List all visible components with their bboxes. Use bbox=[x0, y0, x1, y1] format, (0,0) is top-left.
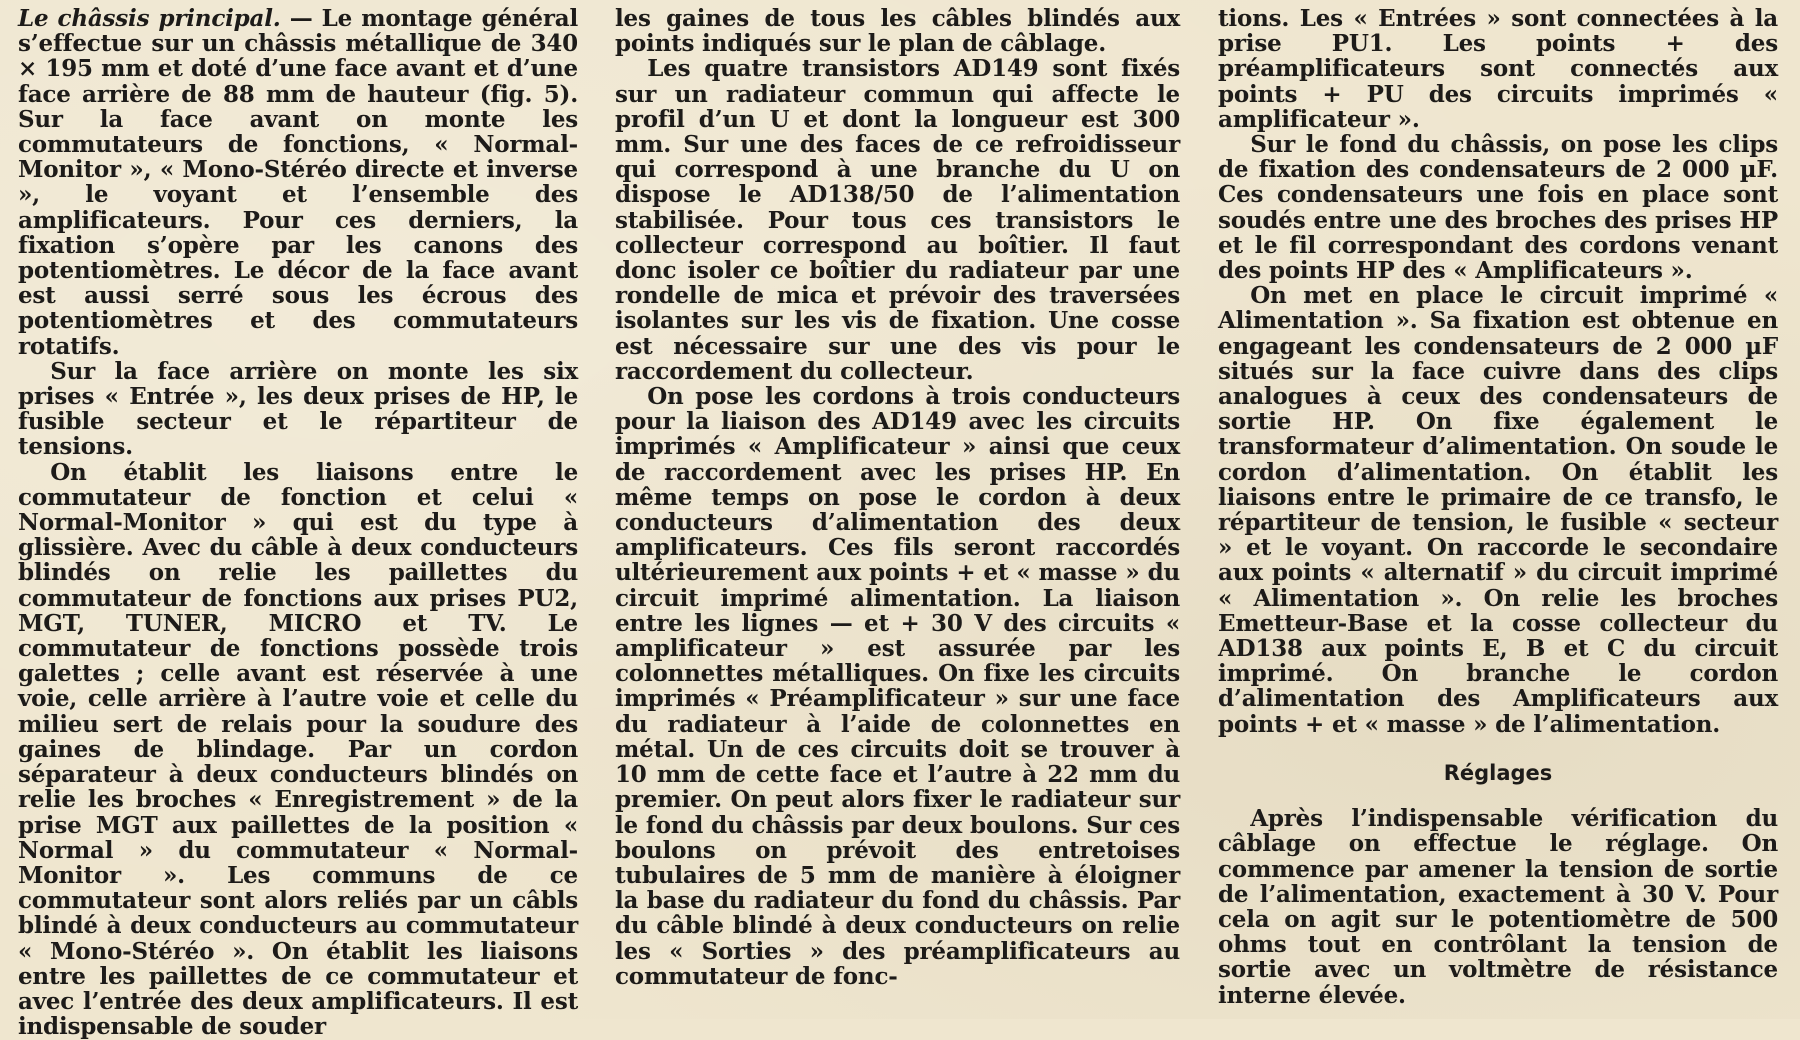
paragraph: Les quatre transistors AD149 sont fixés sur un radiateur commun qui affecte le profil d’un U et dont la longueur est 300 mm. Sur une des faces de ce refroidisseur qui correspond à une branche du U on dispose le AD138/50 de l’alimentation stabilisée. Pour tous ces transistors le collecteur correspond au boîtier. Il faut donc isoler ce boîtier du radiateur par une rondelle de mica et prévoir des traversées isolantes sur les vis de fixation. Une cosse est nécessaire sur une des vis pour le raccordement du collecteur. bbox=[615, 55, 1180, 385]
paragraph-text: — Le montage général s’effectue sur un châssis métallique de 340 × 195 mm et doté d’une face avant et d’une face arrière de 88 mm de hauteur (fig. 5). Sur la face avant on monte les commutateurs de fonctions, « Normal-Monitor », « Mono-Stéréo directe et inverse », le voyant et l’ensemble des amplificateurs. Pour ces derniers, la fixation s’opère par les canons des potentiomètres. Le décor de la face avant est aussi serré sous les écrous des potentiomètres et des commutateurs rotatifs. bbox=[18, 5, 578, 360]
paragraph: Sur le fond du châssis, on pose les clips de fixation des condensateurs de 2 000 µF. Ces condensateurs une fois en place sont soudés entre une des broches des prises HP et le fil correspondant des cordons venant des points HP des « Amplificateurs ». bbox=[1218, 131, 1778, 285]
section-lead: Le châssis principal. bbox=[18, 5, 281, 32]
paragraph bbox=[18, 6, 578, 359]
paragraph: Sur la face arrière on monte les six prises « Entrée », les deux prises de HP, le fusible secteur et le répartiteur de tensions. bbox=[18, 357, 578, 461]
section-heading: Réglages bbox=[1443, 760, 1553, 785]
paragraph: les gaines de tous les câbles blindés aux points indiqués sur le plan de câblage. bbox=[615, 5, 1180, 58]
paragraph: On pose les cordons à trois conducteurs pour la liaison des AD149 avec les circuits imprimés « Amplificateur » ainsi que ceux de raccordement avec les prises HP. En même temps on pose le cordon à deux conducteurs d’alimentation des deux amplificateurs. Ces fils seront raccordés ultérieurement aux points + et « masse » du circuit imprimé alimentation. La liaison entre les lignes — et + 30 V des circuits « amplificateur » est assurée par les colonnettes métalliques. On fixe les circuits imprimés « Préamplificateur » sur une face du radiateur à l’aide de colonnettes en métal. Un de ces circuits doit se trouver à 10 mm de cette face et l’autre à 22 mm du premier. On peut alors fixer le radiateur sur le fond du châssis par deux boulons. Sur ces boulons on prévoit des entretoises tubulaires de 5 mm de manière à éloigner la base du radiateur du fond du châssis. Par du câble blindé à deux conducteurs on relie les « Sorties » des préamplificateurs au commutateur de fonc- bbox=[615, 383, 1180, 990]
text-column-2 bbox=[615, 6, 1180, 989]
paragraph: Après l’indispensable vérification du câblage on effectue le réglage. On commence par amener la tension de sortie de l’alimentation, exactement à 30 V. Pour cela on agit sur le potentiomètre de 500 ohms tout en contrôlant la tension de sortie avec un voltmètre de résistance interne élevée. bbox=[1218, 805, 1778, 1009]
paragraph: tions. Les « Entrées » sont connectées à la prise PU1. Les points + des préamplificateurs sont connectés aux points + PU des circuits imprimés « amplificateur ». bbox=[1218, 5, 1778, 133]
text-column-1 bbox=[18, 6, 578, 1039]
paragraph: On établit les liaisons entre le commutateur de fonction et celui « Normal-Monitor » qui est du type à glissière. Avec du câble à deux conducteurs blindés on relie les paillettes du commutateur de fonctions aux prises PU2, MGT, TUNER, MICRO et TV. Le commutateur de fonctions possède trois galettes ; celle avant est réservée à une voie, celle arrière à l’autre voie et celle du milieu sert de relais pour la soudure des gaines de blindage. Par un cordon séparateur à deux conducteurs blindés on relie les broches « Enregistrement » de la prise MGT aux paillettes de la position « Normal » du commutateur « Normal-Monitor ». Les communs de ce commutateur sont alors reliés par un câbls blindé à deux conducteurs au commutateur « Mono-Stéréo ». On établit les liaisons entre les paillettes de ce commutateur et avec l’entrée des deux amplificateurs. Il est indispensable de souder bbox=[18, 458, 578, 1040]
paragraph: On met en place le circuit imprimé « Alimentation ». Sa fixation est obtenue en engageant les condensateurs de 2 000 µF situés sur la face cuivre dans des clips analogues à ceux des condensateurs de sortie HP. On fixe également le transformateur d’alimentation. On soude le cordon d’alimentation. On établit les liaisons entre le primaire de ce transfo, le répartiteur de tension, le fusible « secteur » et le voyant. On raccorde le secondaire aux points « alternatif » du circuit imprimé « Alimentation ». On relie les broches Emetteur-Base et la cosse collecteur du AD138 aux points E, B et C du circuit imprimé. On branche le cordon d’alimentation des Amplificateurs aux points + et « masse » de l’alimentation. bbox=[1218, 282, 1778, 738]
text-column-3 bbox=[1218, 6, 1778, 1008]
